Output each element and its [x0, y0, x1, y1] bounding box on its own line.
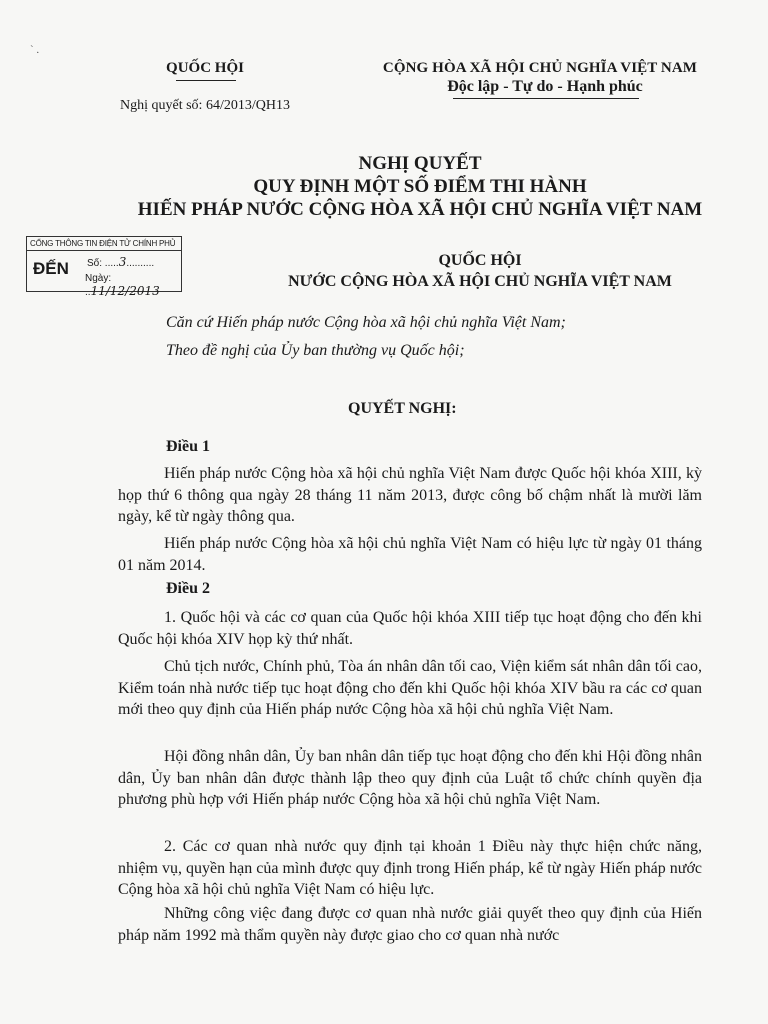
article-2-paragraph-2: Chủ tịch nước, Chính phủ, Tòa án nhân dân tối cao, Viện kiểm sát nhân dân tối cao, Kiểm toán nhà nước tiếp tục hoạt động cho đến khi Quốc hội khóa XIV bầu ra các cơ quan mới theo quy định của Hiến pháp nước Cộng hòa xã hội chủ nghĩa Việt Nam. — [118, 658, 702, 718]
corner-mark: ` . — [30, 44, 40, 56]
article-2-heading: Điều 2 — [166, 580, 210, 597]
article-1-paragraph-2: Hiến pháp nước Cộng hòa xã hội chủ nghĩa Việt Nam có hiệu lực từ ngày 01 tháng 01 năm 2014. — [118, 535, 702, 574]
issuer-block — [200, 250, 760, 292]
article-2-paragraph-5: Những công việc đang được cơ quan nhà nước giải quyết theo quy định của Hiến pháp năm 1992 mà thẩm quyền này được giao cho cơ quan nhà nước — [118, 905, 702, 944]
decide-heading: QUYẾT NGHỊ: — [348, 400, 457, 417]
organization-name: QUỐC HỘI — [166, 60, 244, 76]
stamp-date-value: 11/12/2013 — [90, 284, 160, 298]
article-1-paragraph-1: Hiến pháp nước Cộng hòa xã hội chủ nghĩa Việt Nam được Quốc hội khóa XIII, kỳ họp thứ 6 thông qua ngày 28 tháng 11 năm 2013, được công bố chậm nhất là mười lăm ngày, kể từ ngày thông qua. — [118, 465, 702, 525]
stamp-date-row: Ngày: ..11/12/2013 — [85, 273, 160, 298]
national-header — [350, 60, 730, 99]
stamp-number-row: Số: .....3.......... — [87, 255, 155, 269]
motto-underline — [453, 98, 639, 99]
title-line-1: NGHỊ QUYẾT — [358, 153, 482, 174]
issuer-line-2: NƯỚC CỘNG HÒA XÃ HỘI CHỦ NGHĨA VIỆT NAM — [288, 273, 672, 290]
organization-underline — [176, 80, 236, 81]
article-1-heading: Điều 1 — [166, 438, 210, 455]
title-line-2: QUY ĐỊNH MỘT SỐ ĐIỂM THI HÀNH — [253, 176, 587, 197]
stamp-header: CỔNG THÔNG TIN ĐIỆN TỬ CHÍNH PHỦ — [27, 237, 181, 251]
national-motto: Độc lập - Tự do - Hạnh phúc — [447, 78, 643, 95]
citation-1: Căn cứ Hiến pháp nước Cộng hòa xã hội chủ nghĩa Việt Nam; — [166, 314, 566, 331]
citation-2: Theo đề nghị của Ủy ban thường vụ Quốc hội; — [166, 342, 465, 359]
title-line-3: HIẾN PHÁP NƯỚC CỘNG HÒA XÃ HỘI CHỦ NGHĨA VIỆT NAM — [137, 199, 703, 220]
document-title — [90, 152, 750, 221]
stamp-number-label: Số: — [87, 258, 103, 269]
article-2-paragraph-4: 2. Các cơ quan nhà nước quy định tại khoản 1 Điều này thực hiện chức năng, nhiệm vụ, quyền hạn của mình được quy định trong Hiến pháp, kể từ ngày Hiến pháp nước Cộng hòa xã hội chủ nghĩa Việt Nam có hiệu lực. — [118, 838, 702, 898]
received-stamp — [26, 236, 182, 298]
stamp-date-label: Ngày: — [85, 273, 112, 284]
stamp-den-label: ĐẾN — [33, 259, 69, 278]
republic-name: CỘNG HÒA XÃ HỘI CHỦ NGHĨA VIỆT NAM — [382, 60, 698, 76]
issuer-line-1: QUỐC HỘI — [438, 252, 522, 269]
stamp-number-value: 3 — [118, 255, 127, 269]
issuer-header — [118, 60, 318, 81]
article-2-paragraph-1: 1. Quốc hội và các cơ quan của Quốc hội khóa XIII tiếp tục hoạt động cho đến khi Quốc hội khóa XIV họp kỳ thứ nhất. — [118, 609, 702, 648]
article-2-paragraph-3: Hội đồng nhân dân, Ủy ban nhân dân tiếp tục hoạt động cho đến khi Hội đồng nhân dân, Ủy ban nhân dân được thành lập theo quy định của Luật tổ chức chính quyền địa phương phù hợp với Hiến pháp nước Cộng hòa xã hội chủ nghĩa Việt Nam. — [118, 748, 702, 808]
resolution-number: Nghị quyết số: 64/2013/QH13 — [120, 98, 290, 113]
